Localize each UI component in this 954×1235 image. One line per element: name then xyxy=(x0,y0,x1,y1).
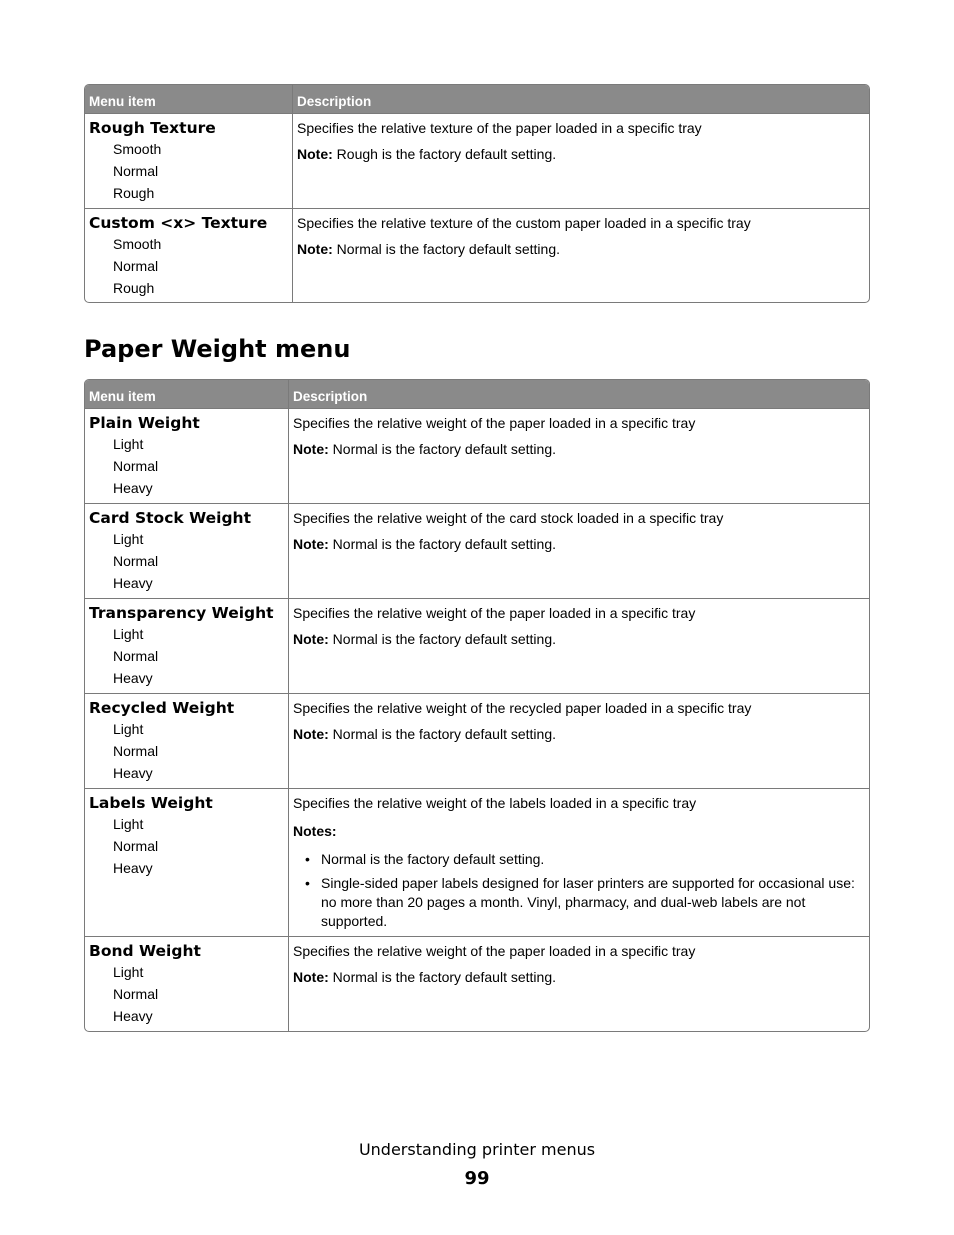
menu-option: Heavy xyxy=(113,1008,153,1024)
description-text: Specifies the relative texture of the custom paper loaded in a specific tray xyxy=(297,215,751,231)
page-number: 99 xyxy=(464,1168,490,1189)
description-cell xyxy=(288,503,869,598)
table-row xyxy=(85,113,869,208)
table-row xyxy=(85,788,869,936)
table-row xyxy=(85,408,869,503)
note-label: Note: xyxy=(297,146,333,162)
table-row xyxy=(85,503,869,598)
note-text: Rough is the factory default setting. xyxy=(332,146,557,162)
menu-option: Heavy xyxy=(113,480,153,496)
note xyxy=(293,535,865,553)
menu-item-title: Labels Weight xyxy=(89,794,213,812)
description-cell xyxy=(292,208,869,302)
table-row xyxy=(85,208,869,302)
menu-option: Smooth xyxy=(113,141,162,157)
menu-option: Normal xyxy=(113,458,159,474)
menu-option: Heavy xyxy=(113,575,153,591)
description-text: Specifies the relative texture of the paper loaded in a specific tray xyxy=(297,120,702,136)
note xyxy=(297,145,865,163)
note-text: Normal is the factory default setting. xyxy=(328,969,556,985)
note-label: Note: xyxy=(297,241,333,257)
note-text: Normal is the factory default setting. xyxy=(328,536,556,552)
menu-option: Light xyxy=(113,964,144,980)
menu-option: Heavy xyxy=(113,860,153,876)
menu-option: Heavy xyxy=(113,765,153,781)
menu-item-title: Plain Weight xyxy=(89,414,200,432)
menu-item-cell xyxy=(85,598,288,693)
header-menu-item: Menu item xyxy=(85,380,288,408)
menu-option: Normal xyxy=(113,553,159,569)
notes-list-item: • Normal is the factory default setting. xyxy=(293,850,865,869)
description-cell xyxy=(288,598,869,693)
description-cell xyxy=(288,936,869,1031)
menu-option: Normal xyxy=(113,258,159,274)
menu-option: Normal xyxy=(113,163,159,179)
menu-option: Normal xyxy=(113,986,159,1002)
menu-option: Normal xyxy=(113,838,159,854)
description-cell xyxy=(292,113,869,208)
header-description: Description xyxy=(288,380,869,408)
menu-item-cell xyxy=(85,503,288,598)
menu-item-cell xyxy=(85,788,288,936)
section-heading: Paper Weight menu xyxy=(84,335,351,363)
menu-option: Rough xyxy=(113,185,155,201)
notes-list xyxy=(293,850,865,931)
menu-option: Light xyxy=(113,436,144,452)
menu-item-cell xyxy=(85,208,292,302)
header-description: Description xyxy=(292,85,869,113)
menu-option: Normal xyxy=(113,648,159,664)
menu-item-title: Transparency Weight xyxy=(89,604,274,622)
description-text: Specifies the relative weight of the paper loaded in a specific tray xyxy=(293,415,696,431)
menu-item-title: Recycled Weight xyxy=(89,699,235,717)
note xyxy=(293,968,865,986)
note xyxy=(293,630,865,648)
texture-menu-table xyxy=(84,84,870,303)
note-label: Note: xyxy=(293,631,329,647)
table-row xyxy=(85,936,869,1031)
description-text: Specifies the relative weight of the paper loaded in a specific tray xyxy=(293,943,696,959)
notes-list-item: • Single-sided paper labels designed for laser printers are supported for occasional use: no more than 20 pages a month. Vinyl, pharmacy, and dual-web labels are not supported. xyxy=(293,874,865,931)
menu-option: Light xyxy=(113,721,144,737)
footer-title: Understanding printer menus xyxy=(358,1140,596,1159)
menu-item-cell xyxy=(85,408,288,503)
weight-menu-table xyxy=(84,379,870,1032)
description-cell xyxy=(288,693,869,788)
note-label: Note: xyxy=(293,441,329,457)
description-text: Specifies the relative weight of the labels loaded in a specific tray xyxy=(293,795,697,811)
note xyxy=(297,240,865,258)
menu-item-title: Custom <x> Texture xyxy=(89,214,268,232)
description-text: Specifies the relative weight of the recycled paper loaded in a specific tray xyxy=(293,700,752,716)
menu-option: Light xyxy=(113,816,144,832)
note-text: Normal is the factory default setting. xyxy=(332,241,560,257)
menu-option: Normal xyxy=(113,743,159,759)
note-label: Note: xyxy=(293,726,329,742)
menu-item-cell xyxy=(85,693,288,788)
menu-option: Light xyxy=(113,626,144,642)
table-row xyxy=(85,693,869,788)
note-text: Normal is the factory default setting. xyxy=(328,441,556,457)
description-text: Specifies the relative weight of the card stock loaded in a specific tray xyxy=(293,510,724,526)
menu-item-title: Rough Texture xyxy=(89,119,216,137)
description-cell xyxy=(288,408,869,503)
note-text: Normal is the factory default setting. xyxy=(328,631,556,647)
note-label: Note: xyxy=(293,536,329,552)
menu-option: Rough xyxy=(113,280,155,296)
note-label: Note: xyxy=(293,969,329,985)
table-row xyxy=(85,598,869,693)
menu-item-cell xyxy=(85,936,288,1031)
header-menu-item: Menu item xyxy=(85,85,292,113)
note xyxy=(293,725,865,743)
description-cell xyxy=(288,788,869,936)
menu-option: Smooth xyxy=(113,236,162,252)
menu-item-cell xyxy=(85,113,292,208)
menu-option: Light xyxy=(113,531,144,547)
notes-label: Notes: xyxy=(293,823,337,839)
menu-item-title: Card Stock Weight xyxy=(89,509,251,527)
note xyxy=(293,440,865,458)
menu-item-title: Bond Weight xyxy=(89,942,201,960)
menu-option: Heavy xyxy=(113,670,153,686)
description-text: Specifies the relative weight of the paper loaded in a specific tray xyxy=(293,605,696,621)
note-text: Normal is the factory default setting. xyxy=(328,726,556,742)
